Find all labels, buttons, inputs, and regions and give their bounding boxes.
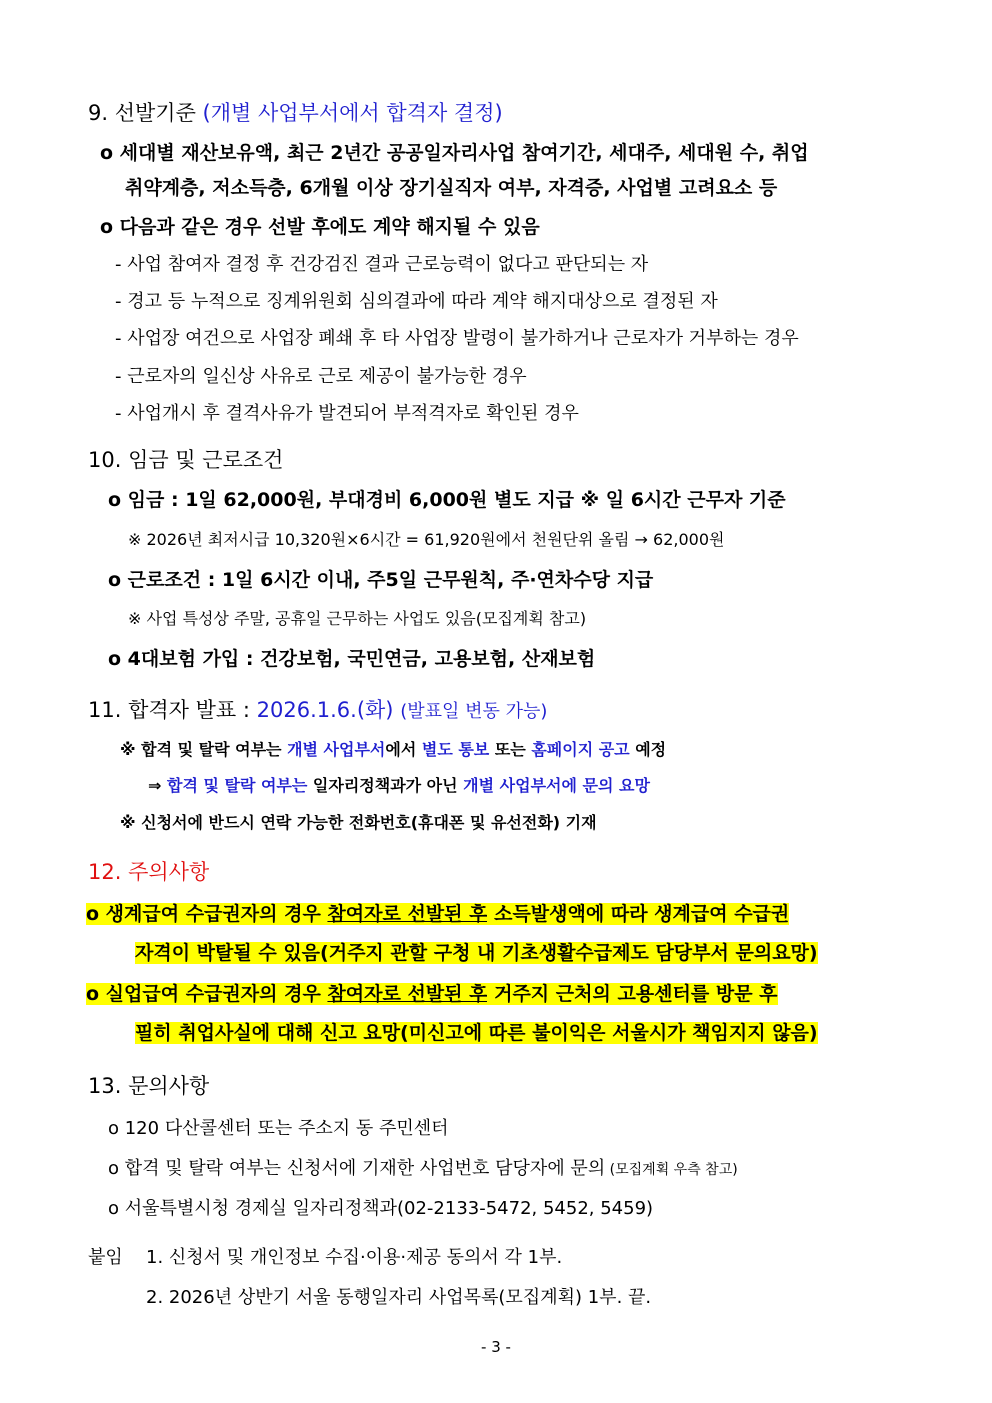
result-notice-1-part: 에서 [385, 740, 422, 759]
caution-1-line-1 [86, 905, 789, 924]
result-notice-1-part: 예정 [629, 740, 667, 759]
section-13-title: 13. 문의사항 [88, 1074, 210, 1098]
termination-case-1: - 사업 참여자 결정 후 건강검진 결과 근로능력이 없다고 판단되는 자 [115, 254, 649, 275]
termination-case-5: - 사업개시 후 결격사유가 발견되어 부적격자로 확인된 경우 [115, 403, 579, 424]
insurance-line: o 4대보험 가입 : 건강보험, 국민연금, 고용보험, 산재보험 [108, 648, 596, 670]
caution-1-part: 소득발생액에 따라 생계급여 수급권 [487, 903, 790, 925]
result-notice-1-separate: 별도 통보 [421, 740, 490, 759]
selection-criteria-line-1: o 세대별 재산보유액, 최근 2년간 공공일자리사업 참여기간, 세대주, 세대원 수, 취업 [100, 142, 809, 164]
caution-2-part: 거주지 근처의 고용센터를 방문 후 [487, 983, 778, 1005]
caution-1-line-2 [135, 944, 818, 963]
contract-termination-bullet: o 다음과 같은 경우 선발 후에도 계약 해지될 수 있음 [100, 216, 540, 238]
caution-2-underlined: 참여자로 선발된 후 [327, 983, 488, 1005]
caution-2-line-2 [135, 1024, 818, 1043]
result-notice-1-dept: 개별 사업부서 [287, 740, 386, 759]
section-9-title: 9. 선발기준 [88, 101, 196, 125]
caution-1-underlined: 참여자로 선발된 후 [327, 903, 488, 925]
caution-1-part: o 생계급여 수급권자의 경우 [86, 903, 328, 925]
section-11-heading [88, 700, 547, 721]
section-11-title: 11. 합격자 발표 : [88, 698, 250, 722]
inquiry-3: o 서울특별시청 경제실 일자리정책과(02-2133-5472, 5452, 5459) [108, 1198, 654, 1219]
result-notice-2-arrow: ⇒ [148, 776, 167, 795]
result-notice-2 [148, 778, 650, 794]
result-notice-1 [120, 742, 666, 758]
termination-case-3: - 사업장 여건으로 사업장 폐쇄 후 타 사업장 발령이 불가하거나 근로자가 거부하는 경우 [115, 328, 799, 349]
announcement-date-note: (발표일 변동 가능) [400, 701, 548, 722]
termination-case-4: - 근로자의 일신상 사유로 근로 제공이 불가능한 경우 [115, 366, 527, 387]
result-notice-1-part: 또는 [489, 740, 532, 759]
result-notice-3: ※ 신청서에 반드시 연락 가능한 전화번호(휴대폰 및 유선전화) 기재 [120, 813, 597, 832]
wage-line: o 임금 : 1일 62,000원, 부대경비 6,000원 별도 지급 ※ 일 6시간 근무자 기준 [108, 489, 786, 511]
selection-criteria-line-2: 취약계층, 저소득층, 6개월 이상 장기실직자 여부, 자격증, 사업별 고려요소 등 [125, 177, 778, 199]
caution-2-line-1 [86, 985, 778, 1004]
announcement-date: 2026.1.6.(화) [256, 698, 394, 722]
attachment-1: 1. 신청서 및 개인정보 수집·이용·제공 동의서 각 1부. [146, 1247, 563, 1268]
attachment-2: 2. 2026년 상반기 서울 동행일자리 사업목록(모집계획) 1부. 끝. [146, 1287, 652, 1308]
wage-note: ※ 2026년 최저시급 10,320원×6시간 = 61,920원에서 천원단위 올림 → 62,000원 [128, 530, 725, 549]
section-9-title-note: (개별 사업부서에서 합격자 결정) [202, 101, 503, 125]
caution-2-line-2-text: 필히 취업사실에 대해 신고 요망(미신고에 따른 불이익은 서울시가 책임지지 않음) [135, 1022, 818, 1044]
inquiry-2-text: o 합격 및 탈락 여부는 신청서에 기재한 사업번호 담당자에 문의 [108, 1158, 606, 1179]
section-12-title: 12. 주의사항 [88, 860, 210, 884]
inquiry-1: o 120 다산콜센터 또는 주소지 동 주민센터 [108, 1118, 449, 1139]
section-9-heading [88, 103, 503, 124]
result-notice-1-part: ※ 합격 및 탈락 여부는 [120, 740, 288, 759]
work-conditions-note: ※ 사업 특성상 주말, 공휴일 근무하는 사업도 있음(모집계획 참고) [128, 609, 587, 628]
result-notice-2-part: 일자리정책과가 아닌 [307, 776, 464, 795]
section-10-title: 10. 임금 및 근로조건 [88, 448, 284, 472]
caution-2-part: o 실업급여 수급권자의 경우 [86, 983, 328, 1005]
page-number: - 3 - [481, 1338, 511, 1356]
result-notice-2-subject: 합격 및 탈락 여부는 [166, 776, 308, 795]
result-notice-2-contact: 개별 사업부서에 문의 요망 [463, 776, 650, 795]
result-notice-1-homepage: 홈페이지 공고 [531, 740, 630, 759]
caution-1-line-2-text: 자격이 박탈될 수 있음(거주지 관할 구청 내 기초생활수급제도 담당부서 문의요망) [135, 942, 818, 964]
attachment-label: 붙임 [88, 1247, 123, 1268]
inquiry-2 [108, 1160, 738, 1178]
inquiry-2-note: (모집계획 우측 참고) [605, 1162, 738, 1178]
termination-case-2: - 경고 등 누적으로 징계위원회 심의결과에 따라 계약 해지대상으로 결정된 자 [115, 291, 718, 312]
work-conditions-line: o 근로조건 : 1일 6시간 이내, 주5일 근무원칙, 주·연차수당 지급 [108, 569, 654, 591]
